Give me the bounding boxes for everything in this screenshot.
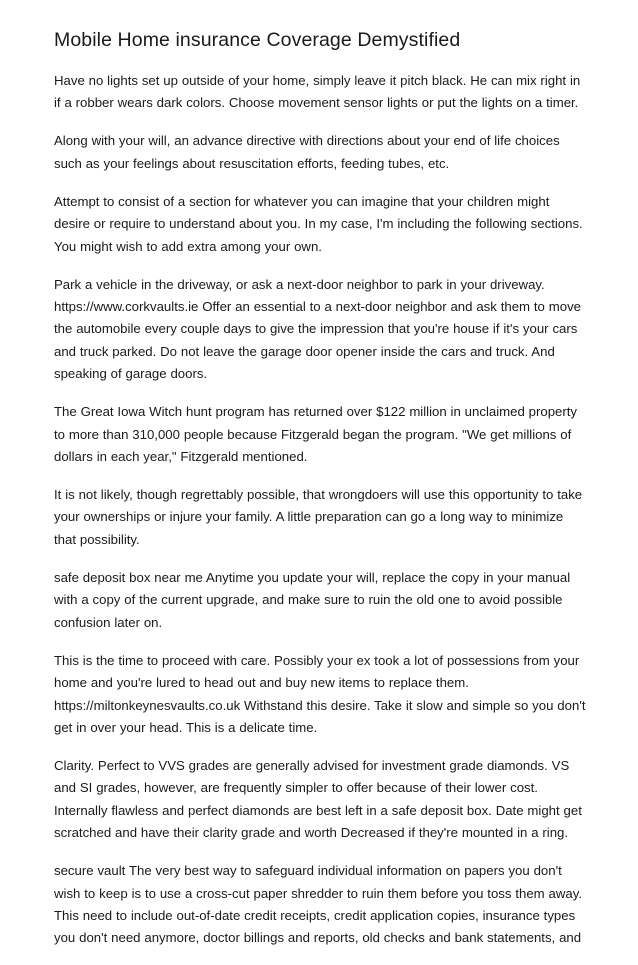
paragraph: Clarity. Perfect to VVS grades are generally advised for investment grade diamonds. VS and SI grades, however, are frequently simpler to offer because of their lower cost. Internally flawless and perfect diamonds are best left in a safe deposit box. Date might get scratched and have their clarity grade and worth Decreased if they're mounted in a ring. bbox=[54, 757, 582, 841]
document-body bbox=[54, 70, 588, 965]
paragraph: Park a vehicle in the driveway, or ask a next-door neighbor to park in your driveway. https://www.corkvaults.ie Offer an essential to a next-door neighbor and ask them to move the automobile every couple days to give the impression that you're house if it's your cars and truck parked. Do not leave the garage door opener inside the cars and truck. And speaking of garage doors. bbox=[54, 276, 581, 382]
paragraph: secure vault The very best way to safeguard individual information on papers you don't wish to keep is to use a cross-cut paper shredder to ruin them before you toss them away. This need to include out-of-date credit receipts, credit application copies, insurance types you don't need anymore, doctor billings and reports, old checks and bank statements, and bbox=[54, 863, 582, 946]
paragraph: The Great Iowa Witch hunt program has returned over $122 million in unclaimed property to more than 310,000 people because Fitzgerald began the program. "We get millions of dollars in each year," Fitzgerald mentioned. bbox=[54, 404, 578, 465]
paragraph: safe deposit box near me Anytime you update your will, replace the copy in your manual with a copy of the current upgrade, and make sure to ruin the old one to avoid possible confusion later on. bbox=[54, 569, 571, 630]
paragraph: Along with your will, an advance directive with directions about your end of life choices such as your feelings about resuscitation efforts, feeding tubes, etc. bbox=[54, 133, 560, 171]
document-title: Mobile Home insurance Coverage Demystified bbox=[54, 29, 461, 51]
paragraph: Attempt to consist of a section for whatever you can imagine that your children might desire or require to understand about you. In my case, I'm including the following sections. You might wish to add extra among your own. bbox=[54, 193, 583, 254]
paragraph: This is the time to proceed with care. Possibly your ex took a lot of possessions from your home and you're lured to head out and buy new items to replace them. https://miltonkeynesvaults.co.uk Withstand this desire. Take it slow and simple so you don't get in over your head. This is a delicate time. bbox=[54, 652, 586, 735]
paragraph: It is not likely, though regrettably possible, that wrongdoers will use this opportunity to take your ownerships or injure your family. A little preparation can go a long way to minimize that possibility. bbox=[54, 487, 583, 547]
paragraph: Have no lights set up outside of your home, simply leave it pitch black. He can mix right in if a robber wears dark colors. Choose movement sensor lights or put the lights on a timer. bbox=[54, 73, 581, 111]
